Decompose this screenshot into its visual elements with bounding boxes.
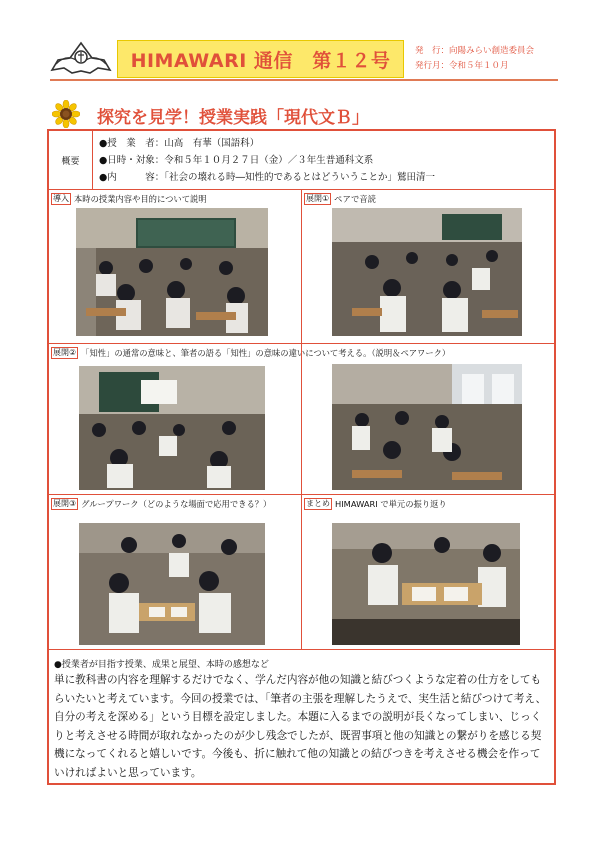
- reflection-body: 単に教科書の内容を理解するだけでなく、学んだ内容が他の知識と結びつくような定着の仕方をしてもらいたいと考えています。今回の授業では、「筆者の主張を理解したうえで、実生活と結びつけて考え、自分の考えを深める」という目標を設定しました。本題に入るまでの説明が長くなってしまい、じっくりと考えさせる時間が取れなかったのが少し残念でしたが、既習事項と他の知識との繋がりを感じる契機になってくれると嬉しいです。今後も、折に触れて他の知識との結びつきを考えさせる機会を作っていければよいと思っています。: [54, 674, 547, 779]
- classroom-photo: [76, 208, 268, 336]
- summary-datetime: ●日時・対象：令和５年１０月２７日（金）／３年生普通科文系: [99, 155, 374, 166]
- photo-caption: [304, 498, 447, 510]
- caption-text: 本時の授業内容や目的について説明: [74, 194, 207, 204]
- phase-tag: 展開①: [306, 194, 330, 203]
- newsletter-title: HIMAWARI 通信 第１２号: [130, 49, 391, 72]
- issue-date: 発行月：令和５年１０月: [415, 61, 509, 71]
- classroom-photo: [332, 523, 520, 645]
- phase-tag: 展開②: [53, 348, 77, 357]
- photo-caption: [51, 193, 207, 205]
- summary-label-cell: [49, 131, 93, 190]
- classroom-photo: [332, 208, 522, 336]
- caption-text: ペアで音読: [334, 194, 376, 204]
- reflection-heading: ●授業者が目指す授業、成果と展望、本時の感想など: [54, 660, 269, 670]
- sunflower-icon: [52, 100, 80, 128]
- phase-tag: 導入: [53, 194, 69, 203]
- report-frame: [47, 129, 556, 785]
- photo-panel-wrap-up: [302, 495, 554, 650]
- publication-info: [415, 44, 534, 74]
- section-title: 探究を見学！授業実践「現代文Ｂ」: [97, 108, 369, 128]
- summary-details: [93, 131, 554, 190]
- school-crest-icon: [50, 40, 112, 76]
- summary-instructor: ●授 業 者：山高 有華（国語科）: [99, 138, 260, 149]
- photo-panel-pair-reading: [302, 190, 554, 344]
- classroom-photo: [79, 523, 265, 645]
- photo-caption: [304, 193, 376, 205]
- photo-caption: [51, 498, 271, 510]
- classroom-photo: [332, 364, 522, 490]
- classroom-photo: [79, 366, 265, 490]
- caption-text: グループワーク（どのような場面で応用できる？）: [81, 499, 272, 509]
- photo-panel-group-work: [49, 495, 302, 650]
- publisher: 発 行：向陽みらい創造委員会: [415, 46, 535, 56]
- newsletter-banner: [117, 40, 404, 78]
- phase-tag: まとめ: [306, 499, 330, 508]
- photo-panel-intro: [49, 190, 302, 344]
- photo-panel-development-2b: [302, 344, 554, 495]
- photo-panel-development-2: [49, 344, 451, 495]
- summary-label: 概要: [61, 156, 80, 167]
- caption-text: HIMAWARI で単元の振り返り: [335, 499, 447, 509]
- summary-content: ●内 容：「社会の壊れる時―知性的であるとはどういうことか」鷲田清一: [99, 172, 436, 183]
- header-divider: [50, 79, 558, 81]
- caption-text: 「知性」の通常の意味と、筆者の語る「知性」の意味の違いについて考える。（説明＆ペアワーク）: [81, 348, 451, 358]
- phase-tag: 展開③: [53, 499, 77, 508]
